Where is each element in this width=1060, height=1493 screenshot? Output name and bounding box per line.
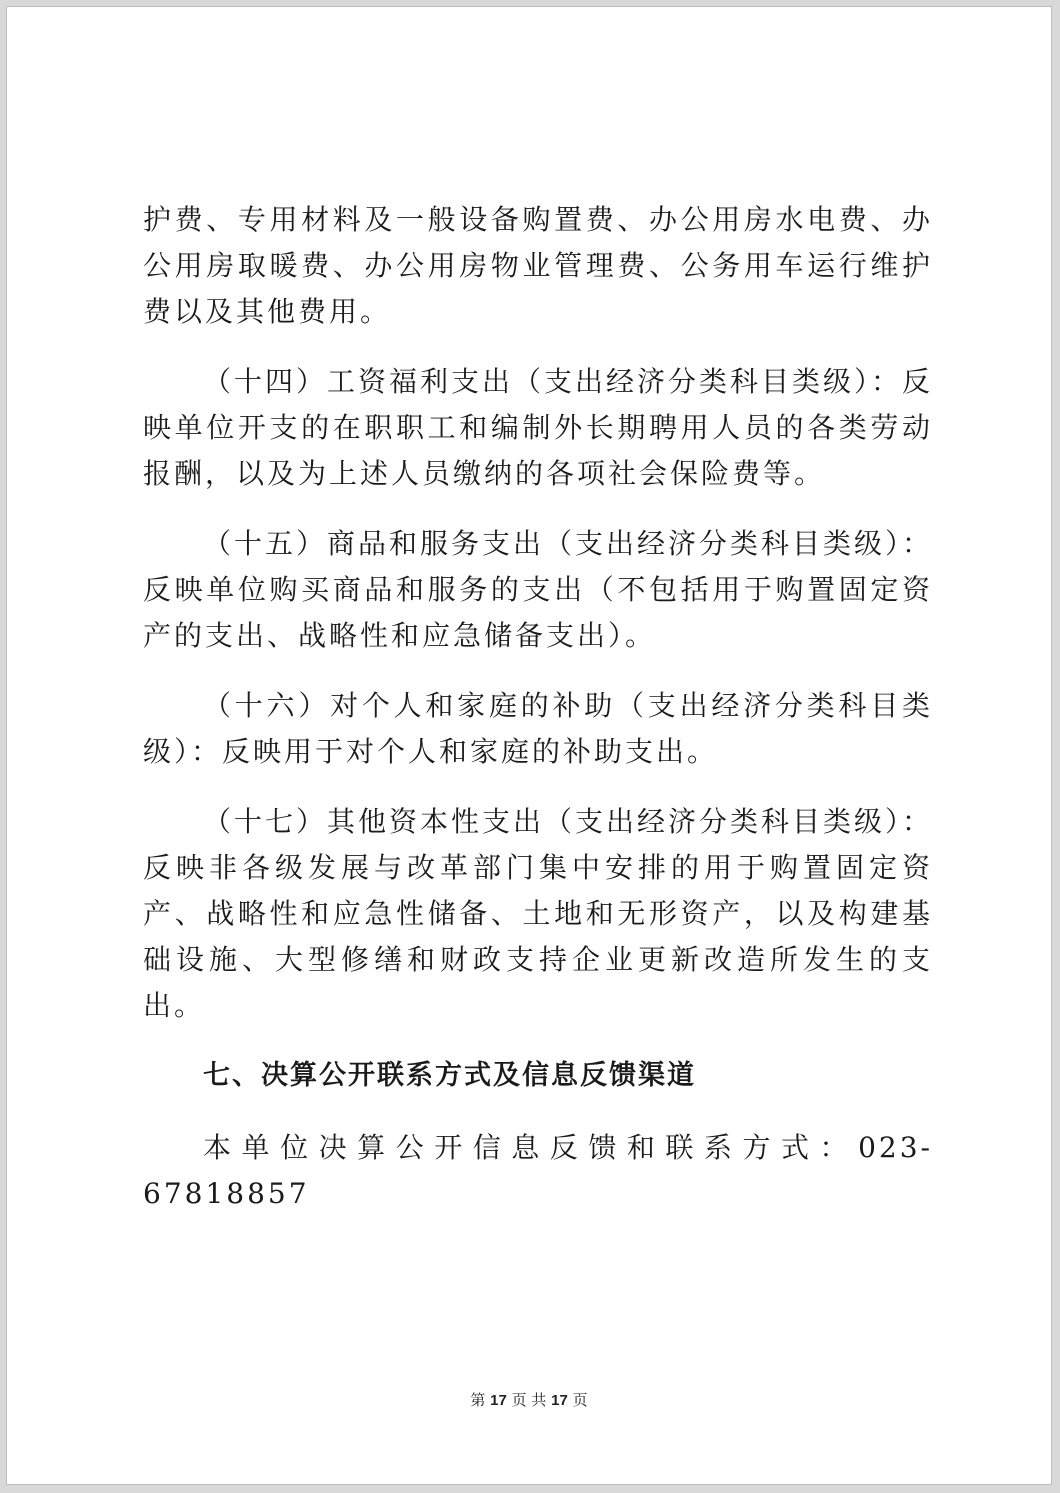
document-body: [143, 197, 933, 1241]
page-number: 17: [490, 1392, 507, 1409]
page-total: 17: [551, 1392, 568, 1409]
document-page: [6, 6, 1052, 1485]
paragraph-personal-subsidy: （十六）对个人和家庭的补助（支出经济分类科目类级）：反映用于对个人和家庭的补助支出。: [143, 689, 933, 768]
paragraph-other-capital: （十七）其他资本性支出（支出经济分类科目类级）：反映非各级发展与改革部门集中安排的用于购置固定资产、战略性和应急性储备、土地和无形资产，以及构建基础设施、大型修缮和财政支持企业更新改造所发生的支出。: [143, 805, 934, 1022]
section-heading: 七、决算公开联系方式及信息反馈渠道: [203, 1060, 696, 1091]
footer-prefix: 第: [470, 1391, 486, 1409]
paragraph-continued: 护费、专用材料及一般设备购置费、办公用房水电费、办公用房取暖费、办公用房物业管理费、公务用车运行维护费以及其他费用。: [143, 203, 933, 328]
paragraph-goods-services: （十五）商品和服务支出（支出经济分类科目类级）：反映单位购买商品和服务的支出（不包括用于购置固定资产的支出、战略性和应急储备支出）。: [143, 527, 934, 652]
footer-mid: 页 共: [511, 1391, 547, 1409]
paragraph-wage-welfare: （十四）工资福利支出（支出经济分类科目类级）：反映单位开支的在职职工和编制外长期聘用人员的各类劳动报酬，以及为上述人员缴纳的各项社会保险费等。: [143, 365, 934, 490]
contact-line: 本单位决算公开信息反馈和联系方式：023-67818857: [143, 1131, 933, 1210]
page-footer: [7, 1389, 1051, 1410]
footer-suffix: 页: [572, 1391, 588, 1409]
